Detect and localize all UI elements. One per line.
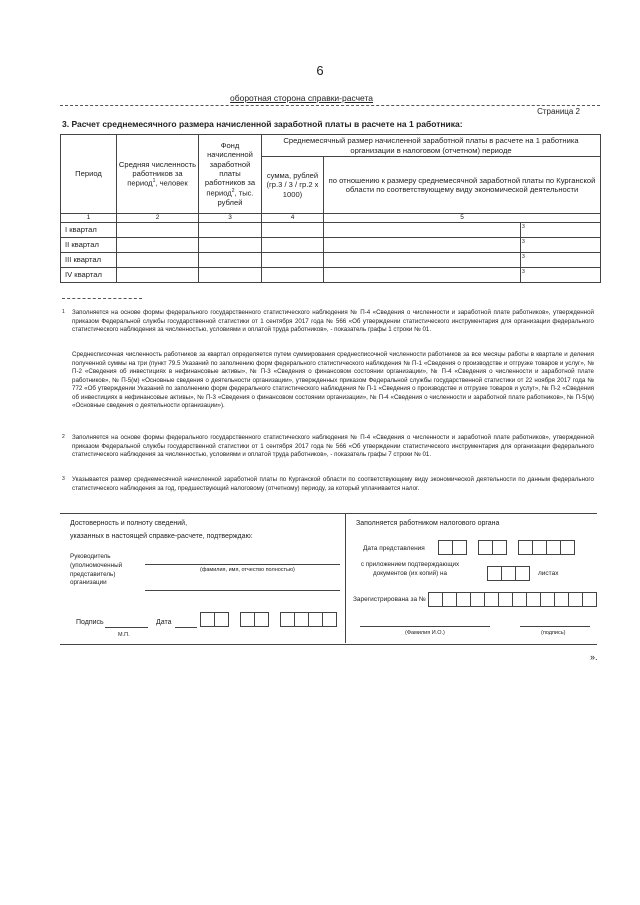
top-dashed-divider — [60, 105, 600, 106]
header-sum: сумма, рублей (гр.3 / 3 / гр.2 х 1000) — [262, 157, 324, 214]
row-period: III квартал — [61, 253, 117, 268]
confirm-line-2: указанных в настоящей справке-расчете, подтверждаю: — [70, 533, 253, 540]
sheets-label: листах — [538, 570, 559, 577]
confirm-line-1: Достоверность и полноту сведений, — [70, 520, 188, 527]
footnote-1-continued: Среднесписочная численность работников за квартал определяется путем суммирования среднесписочной численности работников за все месяцы работы в квартале и деления полученной суммы на три (пункт 79.5 Указаний по заполнению форм федерального статистического наблюдения № П-1 «Сведения о производстве и отгрузке товаров и услуг», № П-2 «Сведения об инвестициях в нефинансовые активы», № П-3 «Сведения о финансовом состоянии организации», № П-4 «Сведения о численности и заработной плате работников», № П-5(м) «Основные сведения о деятельности организации», утвержденных приказом Федеральной службы государственной статистики от 22 ноября 2017 года № 772 «Об утверждении Указаний по заполнению форм федерального статистического наблюдения № П-1 «Сведения о производстве и отгрузке товаров и услуг», № П-2 «Сведения об инвестициях в нефинансовые активы», № П-3 «Сведения о финансовом состоянии организации», № П-4 «Сведения о численности и заработной плате работников», № П-5(м) «Основные сведения о деятельности организации»). — [72, 351, 594, 410]
submission-month-cells[interactable] — [478, 540, 506, 555]
head-name-line[interactable] — [145, 564, 340, 565]
avg-count-cell[interactable] — [117, 268, 199, 283]
header-ratio: по отношению к размеру среднемесячной заработной платы по Курганской области по соответствующему виду экономической деятельности — [324, 157, 601, 214]
date-cells-month[interactable] — [240, 612, 268, 627]
head-name-line-2[interactable] — [145, 590, 340, 591]
col-number: 1 — [61, 214, 117, 223]
submission-day-cells[interactable] — [438, 540, 466, 555]
ratio-cell[interactable]: 3 — [324, 268, 601, 283]
table-row — [61, 223, 601, 238]
registered-label: Зарегистрирована за № — [353, 596, 426, 603]
name-hint: (фамилия, имя, отчество полностью) — [200, 567, 295, 573]
ratio-cell[interactable]: 3 — [324, 238, 601, 253]
officer-signature-line[interactable] — [520, 626, 590, 627]
header-avg-salary: Среднемесячный размер начисленной заработной платы в расчете на 1 работника организации в налоговом (отчетном) периоде — [262, 135, 601, 157]
submission-year-cells[interactable] — [518, 540, 574, 555]
avg-count-cell[interactable] — [117, 238, 199, 253]
signature-line[interactable] — [105, 627, 148, 628]
ratio-cell[interactable]: 3 — [324, 223, 601, 238]
signature-label: Подпись — [76, 619, 104, 626]
avg-sum-cell[interactable] — [262, 268, 324, 283]
footnote-2: 2 Заполняется на основе формы федерального государственного статистического наблюдения № П-4 «Сведения о численности и заработной плате работников», утвержденной приказом Федеральной службы государственной статистики от 1 сентября 2017 года № 566 «Об утверждении статистического инструментария для организации федерального статистического наблюдения за численностью, условиями и оплатой труда работников», - показатель графы 7 строки № 01. — [62, 434, 594, 459]
avg-sum-cell[interactable] — [262, 238, 324, 253]
page-label: Страница 2 — [537, 107, 580, 116]
salary-calc-table — [60, 134, 601, 283]
signature-block-divider — [345, 513, 346, 643]
date-cells-day[interactable] — [200, 612, 228, 627]
row-period: II квартал — [61, 238, 117, 253]
page-subtitle: оборотная сторона справки-расчета — [230, 93, 374, 103]
row-period: IV квартал — [61, 268, 117, 283]
col-number: 4 — [262, 214, 324, 223]
table-row — [61, 253, 601, 268]
row-period: I квартал — [61, 223, 117, 238]
date-cells-year[interactable] — [280, 612, 336, 627]
col-number: 5 — [324, 214, 601, 223]
wage-fund-cell[interactable] — [199, 223, 262, 238]
footnote-3: 3 Указывается размер среднемесячной начисленной заработной платы по Курганской области по соответствующему виду экономической деятельности по данным федерального статистического наблюдения за год, предшествующий налоговому (отчетному) периоду, за который уплачивается налог. — [62, 476, 594, 492]
closing-mark: ». — [590, 652, 598, 662]
head-label: Руководитель (уполномоченный представитель) организации — [70, 553, 123, 587]
footnote-divider — [62, 298, 142, 299]
avg-count-cell[interactable] — [117, 253, 199, 268]
avg-sum-cell[interactable] — [262, 223, 324, 238]
footnote-1: 1 Заполняется на основе формы федерального государственного статистического наблюдения № П-4 «Сведения о численности и заработной плате работников», утвержденной приказом Федеральной службы государственной статистики от 1 сентября 2017 года № 566 «Об утверждении статистического инструментария для организации федерального статистического наблюдения за численностью, условиями и оплатой труда работников», - показатель графы 1 строки № 01. — [62, 309, 594, 334]
wage-fund-cell[interactable] — [199, 238, 262, 253]
col-number: 3 — [199, 214, 262, 223]
avg-count-cell[interactable] — [117, 223, 199, 238]
sheet-count-cells[interactable] — [487, 566, 529, 581]
submission-date-label: Дата представления — [363, 545, 425, 552]
officer-name-line[interactable] — [360, 626, 490, 627]
col-number: 2 — [117, 214, 199, 223]
wage-fund-cell[interactable] — [199, 268, 262, 283]
attachment-label: с приложением подтверждающих документов (их копий) на — [360, 561, 460, 577]
stamp-label: М.П. — [118, 632, 130, 638]
date-line[interactable] — [175, 627, 197, 628]
surname-hint: (Фамилия И.О.) — [405, 630, 445, 636]
header-wage-fund: Фонд начисленной заработной платы работников за период$^2$, тыс. рублей — [199, 135, 262, 214]
avg-sum-cell[interactable] — [262, 253, 324, 268]
table-row — [61, 238, 601, 253]
page-number: 6 — [316, 63, 324, 78]
date-label: Дата — [156, 619, 172, 626]
section-title: 3. Расчет среднемесячного размера начисленной заработной платы в расчете на 1 работника: — [62, 119, 463, 129]
signature-hint: (подпись) — [541, 630, 566, 636]
ratio-cell[interactable]: 3 — [324, 253, 601, 268]
table-row — [61, 268, 601, 283]
header-period: Период — [61, 135, 117, 214]
header-avg-count: Средняя численность работников за период$^1$, человек — [117, 135, 199, 214]
registration-number-cells[interactable] — [428, 592, 596, 607]
wage-fund-cell[interactable] — [199, 253, 262, 268]
tax-office-title: Заполняется работником налогового органа — [356, 520, 500, 527]
